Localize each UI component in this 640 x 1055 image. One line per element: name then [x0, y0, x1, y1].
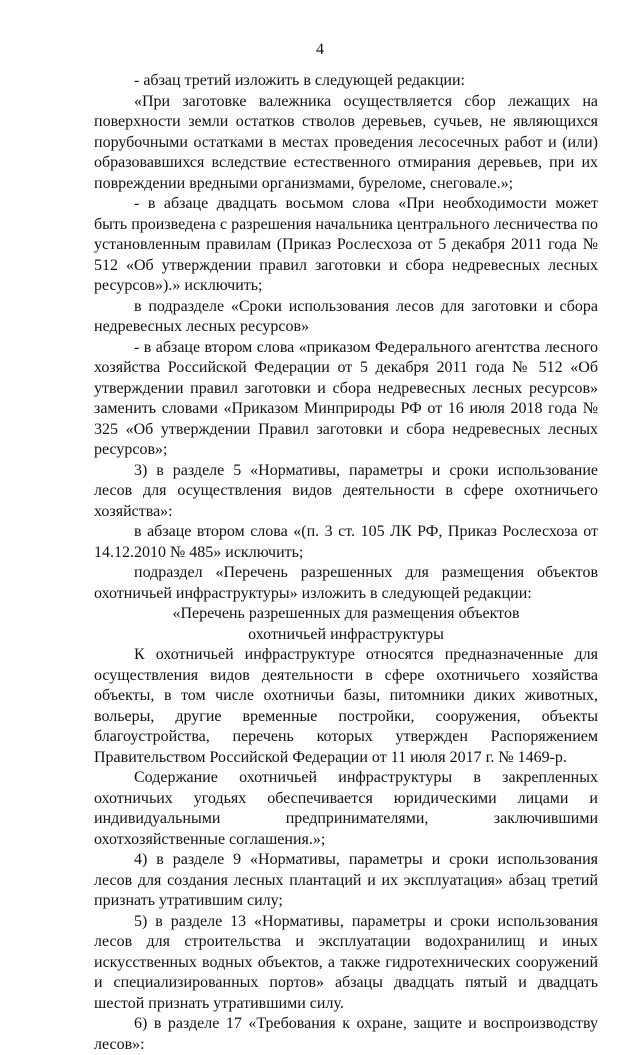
- paragraph: Содержание охотничьей инфраструктуры в закрепленных охотничьих угодьях обеспечивается юридическими лицами и индивидуальными предпринимателями, заключившими охотхозяйственные соглашения.»;: [94, 769, 598, 848]
- document-body: [94, 71, 598, 1055]
- paragraph: - в абзаце двадцать восьмом слова «При необходимости может быть произведена с разрешения начальника центрального лесничества по установленным правилам (Приказ Рослесхоза от 5 декабря 2011 года № 512 «Об утверждении правил заготовки и сбора недревесных лесных ресурсов»).» исключить;: [94, 195, 598, 294]
- paragraph: - абзац третий изложить в следующей редакции:: [134, 72, 465, 89]
- paragraph: - в абзаце втором слова «приказом Федерального агентства лесного хозяйства Российской Федерации от 5 декабря 2011 года № 512 «Об утверждении правил заготовки и сбора недревесных лесных ресурсов» заменить словами «Приказом Минприроды РФ от 16 июля 2018 года № 325 «Об утверждении Правил заготовки и сбора недревесных лесных ресурсов»;: [94, 338, 598, 458]
- paragraph: 4) в разделе 9 «Нормативы, параметры и сроки использования лесов для создания лесных плантаций и их эксплуатация» абзац третий признать утратившим силу;: [94, 851, 598, 909]
- paragraph: в подразделе «Сроки использования лесов для заготовки и сбора недревесных лесных ресурсов»: [94, 297, 598, 335]
- paragraph: подраздел «Перечень разрешенных для размещения объектов охотничьей инфраструктуры» изложить в следующей редакции:: [94, 564, 598, 602]
- paragraph: 6) в разделе 17 «Требования к охране, защите и воспроизводству лесов»:: [94, 1015, 598, 1053]
- section-heading: «Перечень разрешенных для размещения объектов охотничьей инфраструктуры: [172, 605, 520, 643]
- page-number: 4: [316, 41, 324, 58]
- paragraph: 5) в разделе 13 «Нормативы, параметры и сроки использования лесов для строительства и эксплуатации водохранилищ и иных искусственных водных объектов, а также гидротехнических сооружений и специализированных портов» абзацы двадцать пятый и двадцать шестой признать утратившими силу.: [94, 912, 598, 1012]
- paragraph: 3) в разделе 5 «Нормативы, параметры и сроки использование лесов для осуществления видов деятельности в сфере охотничьего хозяйства»:: [94, 461, 598, 520]
- paragraph: К охотничьей инфраструктуре относятся предназначенные для осуществления видов деятельности в сфере охотничьего хозяйства объекты, в том числе охотничьи базы, питомники диких животных, вольеры, другие временные постройки, сооружения, объекты благоустройства, перечень которых утвержден Распоряжением Правительством Российской Федерации от 11 июля 2017 г. № 1469-р.: [94, 646, 598, 766]
- paragraph: «При заготовке валежника осуществляется сбор лежащих на поверхности земли остатков стволов деревьев, сучьев, не являющихся порубочными остатками в местах проведения лесосечных работ и (или) образовавшихся вследствие естественного отмирания деревьев, при их повреждении вредными организмами, буреломе, снеговале.»;: [94, 92, 598, 192]
- paragraph: в абзаце втором слова «(п. 3 ст. 105 ЛК РФ, Приказ Рослесхоза от 14.12.2010 № 485» исключить;: [94, 523, 598, 561]
